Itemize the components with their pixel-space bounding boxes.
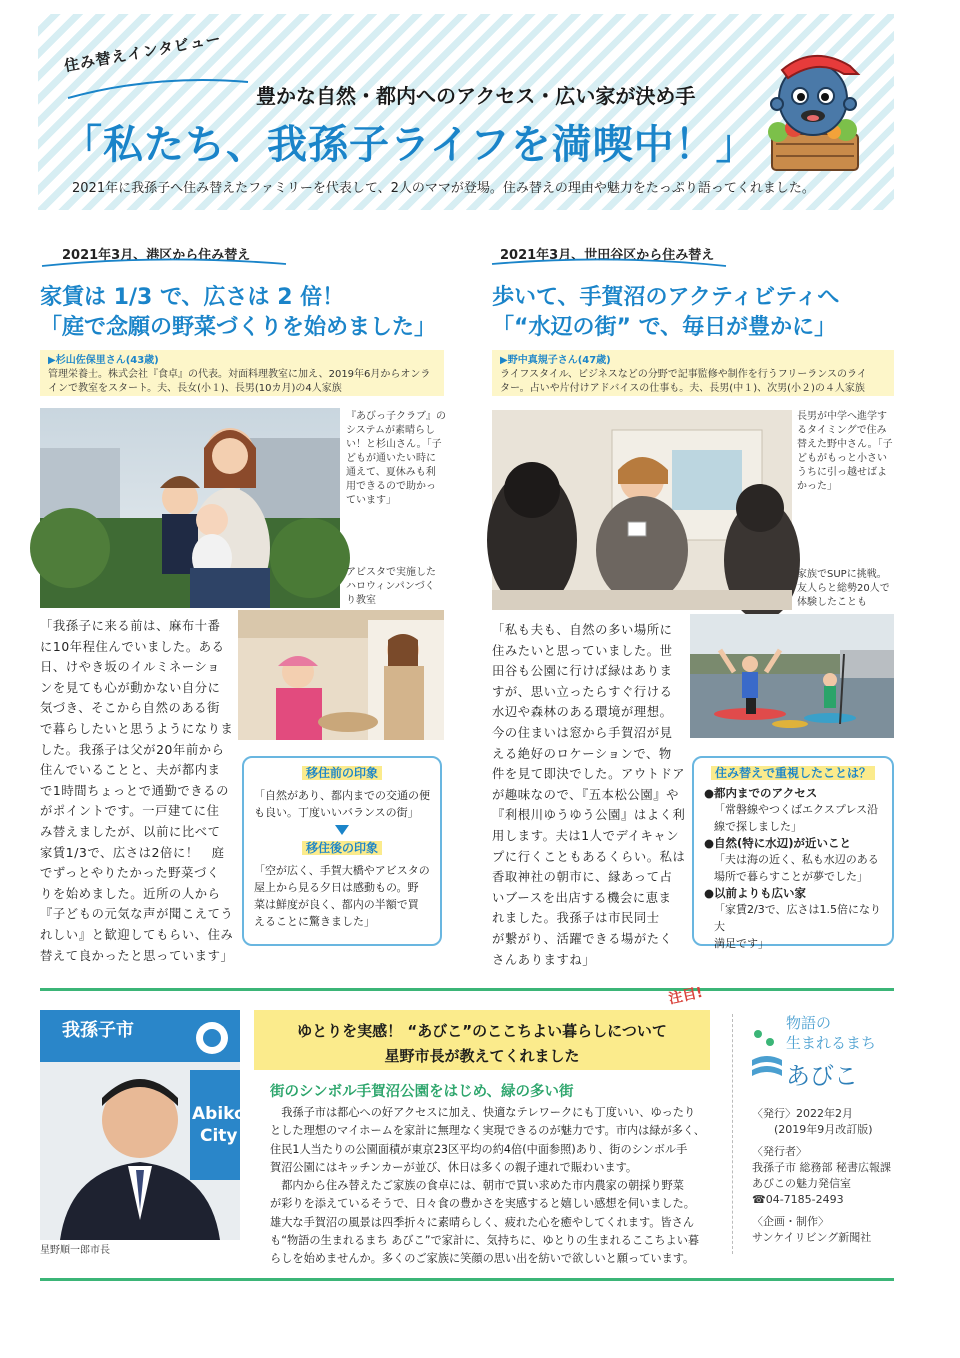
mayor-portrait: [40, 1010, 240, 1240]
impression-box: [242, 756, 442, 946]
right-body-text: 「私も夫も、自然の多い場所に 住みたいと思っていました。世 田谷も公園に行けば緑はありま すが、思い立ったらすぐ行ける 水辺や森林のある環境が理想。 今の住まいは窓から手賀沼が見 える絶好のロケーションで、物 件を見て即決でした。アウトドア が趣味なので、『五本松公園』や 『利根川ゆうゆう公園』はよく利 用します。夫は1人でデイキャン プに行くこともあるくらい。私は 香取神社の朝市に、縁あって占 いブースを出店する機会に恵ま れました。我孫子は市民同士 が繋がり、活躍できる場がたく さんありますね」: [492, 623, 686, 967]
right-cafe-photo: [492, 410, 792, 610]
left-tag-underline: [40, 256, 290, 270]
section-divider-bottom: [40, 1278, 894, 1281]
logo-mark-icon: [750, 1020, 784, 1084]
mayor-sign-en: Abiko: [192, 1104, 246, 1124]
arrow-down-icon: [335, 825, 349, 835]
left-caption-2: アビスタで実施した ハロウィンパンづく り教室: [346, 567, 436, 606]
mayor-sign-text: 我孫子市: [62, 1020, 134, 1041]
page-title: 「私たち、我孫子ライフを満喫中！」: [62, 122, 757, 168]
right-profile-name: ▶野中真規子さん(47歳): [500, 355, 611, 366]
imprint: 〈発行〉2022年2月 (2019年9月改訂版) 〈発行者〉 我孫子市 総務部 秘書広報課 あびこの魅力発信室 ☎04-7185-2493 〈企画・制作〉 サンケイリビング新聞社: [752, 1107, 891, 1244]
focus-heading: 住み替えで重視したことは？: [704, 764, 882, 781]
left-halloween-photo: [238, 610, 444, 740]
left-profile-text-2: インで教室をスタート。夫、長女(小１)、長男(10カ月)の4人家族: [48, 383, 342, 394]
left-profile-name: ▶杉山佐保里さん(43歳): [48, 355, 159, 366]
focus-item-text: 「夫は海の近く、私も水辺のある 場所で暮らすことが夢でした」: [714, 853, 879, 883]
mayor-photo: [40, 1010, 246, 1240]
mayor-title-line2: 星野市長が教えてくれました: [384, 1047, 580, 1065]
after-text: 「空が広く、手賀大橋やアビスタの 屋上から見る夕日は感動もの。野 菜は鮮度が良く、都内の半額で買 えることに驚きました」: [254, 864, 430, 928]
before-heading: 移住前の印象: [254, 764, 430, 781]
focus-item-text: 「常磐線やつくばエクスプレス沿 線で探しました」: [714, 803, 879, 833]
mayor-subheading: 街のシンボル手賀沼公園をはじめ、緑の多い街: [270, 1084, 574, 1100]
right-profile: [492, 350, 894, 396]
left-title-line2: 「庭で念願の野菜づくりを始めました」: [40, 315, 437, 340]
focus-item-title: ●自然(特に水辺)が近いこと: [704, 836, 852, 850]
before-text: 「自然があり、都内までの交通の便 も良い。丁度いいバランスの街」: [254, 789, 430, 819]
header-subtitle: 豊かな自然・都内へのアクセス・広い家が決め手: [256, 84, 696, 108]
right-caption-2: 家族でSUPに挑戦。 友人らと総勢20人で 体験したことも: [797, 569, 890, 608]
right-tag: 2021年3月、世田谷区から住み替え: [500, 248, 715, 263]
mayor-title-line1: ゆとりを実感！ “あびこ”のここちよい暮らしについて: [297, 1022, 667, 1040]
left-profile: [40, 350, 444, 396]
focus-item-text: 「家賃2/3で、広さは1.5倍になり大 満足です」: [714, 903, 881, 950]
mayor-caption: 星野順一郎市長: [40, 1245, 110, 1256]
after-heading: 移住後の印象: [254, 839, 430, 856]
column-separator: [732, 1014, 733, 1254]
left-tag: 2021年3月、港区から住み替え: [62, 248, 251, 263]
mascot-illustration: [758, 44, 868, 174]
left-profile-text-1: 管理栄養士。株式会社『食卓』の代表。対面料理教室に加え、2019年6月からオンラ: [48, 369, 431, 380]
logo-line1: 物語の: [786, 1014, 832, 1032]
right-title-line1: 歩いて、手賀沼のアクティビティへ: [492, 285, 840, 310]
left-body-text: 「我孫子に来る前は、麻布十番 に10年程住んでいました。ある 日、けやき坂のイルミネーショ ンを見ても心が動かない自分に 気づき、そこから自然のある街 で暮らしたいと思うようになりま した。我孫子は父が20年前から 住んでいることと、夫が都内ま で1時間ちょっとで通勤できるの がポイントです。一戸建てに住 み替えましたが、以前に比べて 家賃1/3で、広さは2倍に！ 庭 でずっとやりたかった野菜づく りを始めました。近所の人から 『子どもの元気な声が聞こえてう れしい』と歓迎してもらい、住み 替えて良かったと思っています」: [40, 619, 234, 963]
attention-badge: 注目!: [667, 984, 705, 1008]
header-lead: 2021年に我孫子へ住み替えたファミリーを代表して、2人のママが登場。住み替えの理由や魅力をたっぷり語ってくれました。: [72, 181, 815, 196]
right-sup-photo: [690, 614, 894, 738]
interview-underline: [66, 80, 252, 100]
section-divider-top: [40, 988, 894, 991]
focus-item-title: ●都内までのアクセス: [704, 786, 818, 800]
mayor-body-text: 我孫子市は都心への好アクセスに加え、快適なテレワークにも丁度いい、ゆったり とした理想のマイホームを家計に無理なく実現できるのが魅力です。市内は緑が多く、 住民1人当たりの公園面積が東京23区平均の約4倍(中面参照)あり、街のシンボル手 賀沼公園にはキッチンカーが並び、休日は多くの親子連れで賑わいます。 都内から住み替えたご家族の食卓には、朝市で買い求めた市内農家の朝採り野菜 が彩りを添えているそうで、日々食の豊かさを実感すると嬉しい感想を伺いました。 雄大な手賀沼の風景は四季折々に素晴らしく、疲れた心を癒やしてくれます。皆さん も“物語の生まれるまち あびこ”で家計に、気持ちに、ゆとりの生まれるここちよい暮 らしを始めませんか。多くのご家族に笑顔の思い出を紡いで欲しいと願っています。: [270, 1106, 705, 1266]
focus-item-title: ●以前よりも広い家: [704, 886, 807, 900]
left-caption-1: 『あびっ子クラブ』の システムが素晴らし い！と杉山さん。「子 どもが通いたい時に 通えて、夏休みも利 用できるので助かっ ています」: [346, 411, 446, 506]
mayor-title-box: [254, 1010, 710, 1070]
right-caption-1: 長男が中学へ進学す るタイミングで住み 替えた野中さん。「子 どもがもっと小さい うちに引っ越せばよ かった」: [797, 411, 893, 492]
interview-label: 住み替えインタビュー: [62, 29, 223, 76]
city-logo: [750, 1010, 900, 1110]
left-title-line1: 家賃は 1/3 で、広さは 2 倍！: [40, 285, 345, 310]
focus-box: [692, 756, 894, 950]
right-profile-text-2: ター。占いや片付けアドバイスの仕事も。夫、長男(中１)、次男(小２)の４人家族: [500, 383, 865, 394]
logo-line3: あびこ: [786, 1062, 858, 1090]
right-tag-underline: [490, 256, 730, 270]
left-family-photo: [40, 408, 340, 608]
right-title-line2: 「“水辺の街” で、毎日が豊かに」: [492, 315, 837, 340]
logo-line2: 生まれるまち: [786, 1034, 877, 1052]
right-profile-text-1: ライフスタイル、ビジネスなどの分野で記事監修や制作を行うフリーランスのライ: [500, 369, 867, 380]
mayor-sign-en2: City: [200, 1126, 238, 1146]
